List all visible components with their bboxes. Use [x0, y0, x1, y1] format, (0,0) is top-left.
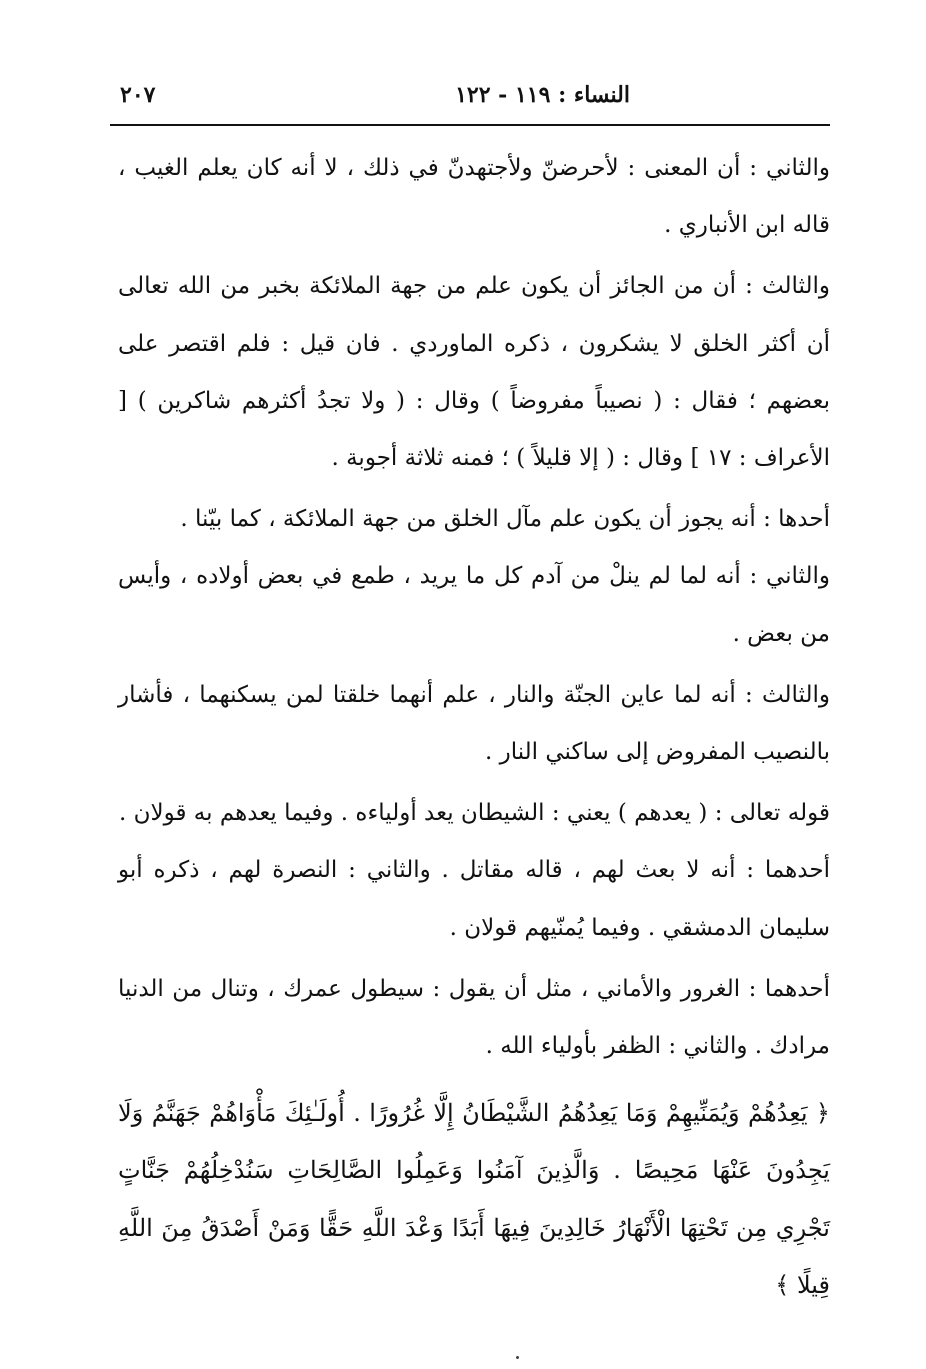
header-rule — [110, 124, 830, 126]
quran-verse: ﴿ يَعِدُهُمْ وَيُمَنِّيهِمْ وَمَا يَعِدُهُمُ الشَّيْطَانُ إِلَّا غُرُورًا . أُولَـٰئِكَ مَأْوَاهُمْ جَهَنَّمُ وَلَا يَجِدُونَ عَنْهَا مَحِيصًا . وَالَّذِينَ آمَنُوا وَعَمِلُوا الصَّالِحَاتِ سَنُدْخِلُهُمْ جَنَّاتٍ تَجْرِي مِن تَحْتِهَا الْأَنْهَارُ خَالِدِينَ فِيهَا أَبَدًا وَعْدَ اللَّهِ حَقًّا وَمَنْ أَصْدَقُ مِنَ اللَّهِ قِيلًا ﴾ — [118, 1099, 830, 1299]
paragraph: أحدهما : الغرور والأماني ، مثل أن يقول : سيطول عمرك ، وتنال من الدنيا مرادك . والثاني : الظفر بأولياء الله . — [118, 975, 830, 1060]
paragraph: والثاني : أن المعنى : لأحرضنّ ولأجتهدنّ في ذلك ، لا أنه كان يعلم الغيب ، قاله ابن الأنباري . — [118, 155, 830, 239]
paragraph: أحدهما : أنه لا بعث لهم ، قاله مقاتل . والثاني : النصرة لهم ، ذكره أبو سليمان الدمشقي . وفيما يُمنّيهم قولان . — [118, 857, 830, 941]
running-head: النساء : ١١٩ - ١٢٢ — [455, 82, 630, 108]
page-header — [110, 82, 830, 122]
paragraph: أحدها : أنه يجوز أن يكون علم مآل الخلق من جهة الملائكة ، كما بيّنا . — [180, 506, 830, 533]
page-number: ٢٠٧ — [120, 82, 156, 108]
scan-speck — [516, 1356, 519, 1359]
paragraph: والثالث : أنه لما عاين الجنّة والنار ، علم أنهما خلقتا لمن يسكنهما ، فأشار بالنصيب المفروض إلى ساكني النار . — [118, 681, 830, 766]
paragraph: قوله تعالى : ( يعدهم ) يعني : الشيطان يعد أولياءه . وفيما يعدهم به قولان . — [118, 800, 830, 827]
paragraph: والثاني : أنه لما لم ينلْ من آدم كل ما يريد ، طمع في بعض أولاده ، وأيس من بعض . — [118, 563, 830, 647]
body-text — [118, 140, 830, 1314]
paragraph: والثالث : أن من الجائز أن يكون علم من جهة الملائكة بخبر من الله تعالى أن أكثر الخلق لا يشكرون ، ذكره الماوردي . فان قيل : فلم اقتصر على بعضهم ؛ فقال : ( نصيباً مفروضاً ) وقال : ( ولا تجدُ أكثرهم شاكرين ) [ الأعراف : ١٧ ] وقال : ( إلا قليلاً ) ؛ فمنه ثلاثة أجوبة . — [118, 273, 830, 472]
